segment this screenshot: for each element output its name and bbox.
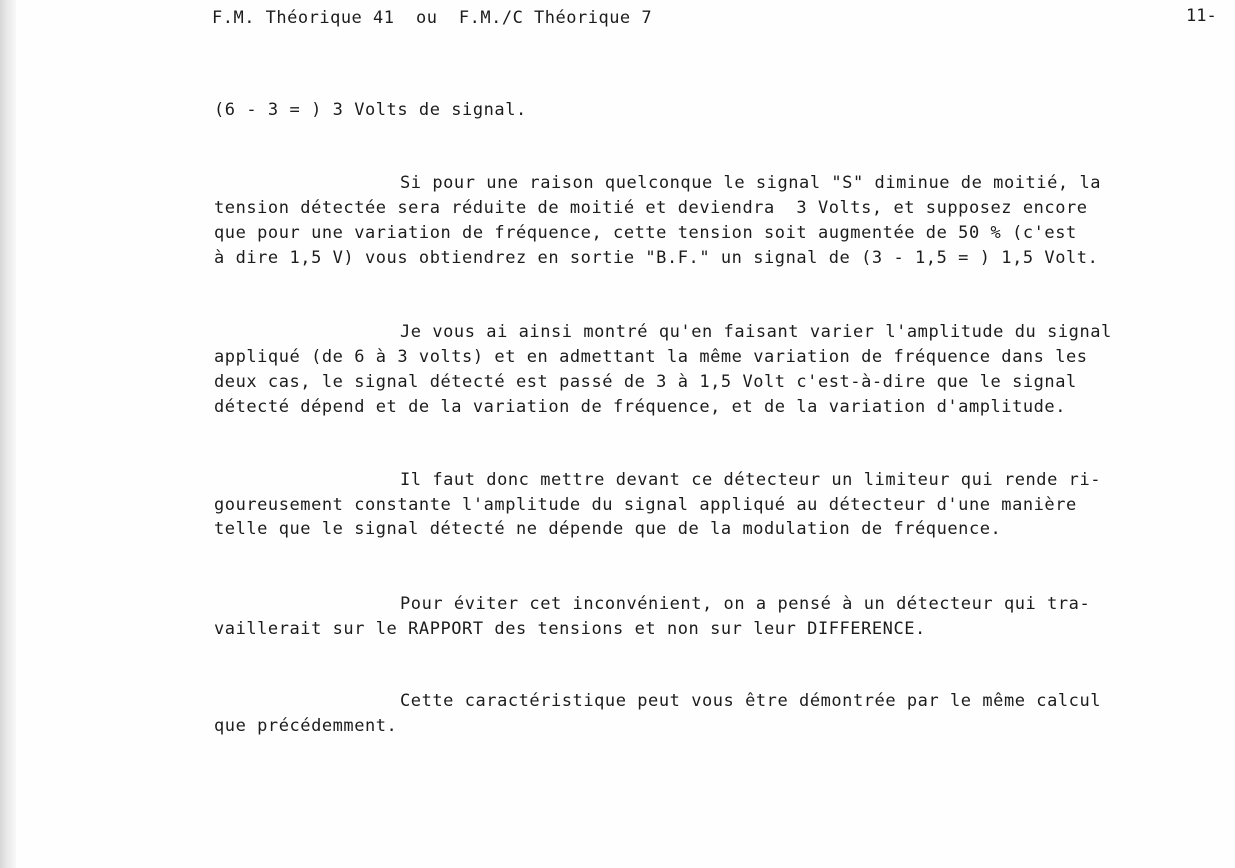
paragraph-3-line-4: détecté dépend et de la variation de fréquence, et de la variation d'amplitude. xyxy=(214,397,1067,417)
paragraph-4-line-2: goureusement constante l'amplitude du signal appliqué au détecteur d'une manière xyxy=(214,495,1077,515)
paragraph-3-line-1: Je vous ai ainsi montré qu'en faisant varier l'amplitude du signal xyxy=(400,322,1112,342)
paragraph-2-line-2: tension détectée sera réduite de moitié et deviendra 3 Volts, et supposez encore xyxy=(214,198,1088,218)
paragraph-2-line-3: que pour une variation de fréquence, cette tension soit augmentée de 50 % (c'est xyxy=(214,223,1077,243)
paragraph-4-line-1: Il faut donc mettre devant ce détecteur un limiteur qui rende ri- xyxy=(400,470,1102,490)
paragraph-2-line-4: à dire 1,5 V) vous obtiendrez en sortie "B.F." un signal de (3 - 1,5 = ) 1,5 Volt. xyxy=(214,248,1099,268)
paragraph-2-line-1: Si pour une raison quelconque le signal "S" diminue de moitié, la xyxy=(400,173,1102,193)
paragraph-4-line-3: telle que le signal détecté ne dépende que de la modulation de fréquence. xyxy=(214,519,1002,539)
paragraph-3-line-3: deux cas, le signal détecté est passé de 3 à 1,5 Volt c'est-à-dire que le signal xyxy=(214,372,1077,392)
scan-edge-shadow xyxy=(0,0,16,868)
page-number: 11- xyxy=(1186,6,1217,26)
page-header-title: F.M. Théorique 41 ou F.M./C Théorique 7 xyxy=(212,8,653,28)
paragraph-5-line-1: Pour éviter cet inconvénient, on a pensé à un détecteur qui tra- xyxy=(400,594,1091,614)
paragraph-3-line-2: appliqué (de 6 à 3 volts) et en admettant la même variation de fréquence dans les xyxy=(214,347,1088,367)
paragraph-6-line-1: Cette caractéristique peut vous être démontrée par le même calcul xyxy=(400,691,1102,711)
paragraph-5-line-2: vaillerait sur le RAPPORT des tensions et non sur leur DIFFERENCE. xyxy=(214,619,926,639)
paragraph-6-line-2: que précédemment. xyxy=(214,716,398,736)
paragraph-1-line-1: (6 - 3 = ) 3 Volts de signal. xyxy=(214,100,527,120)
